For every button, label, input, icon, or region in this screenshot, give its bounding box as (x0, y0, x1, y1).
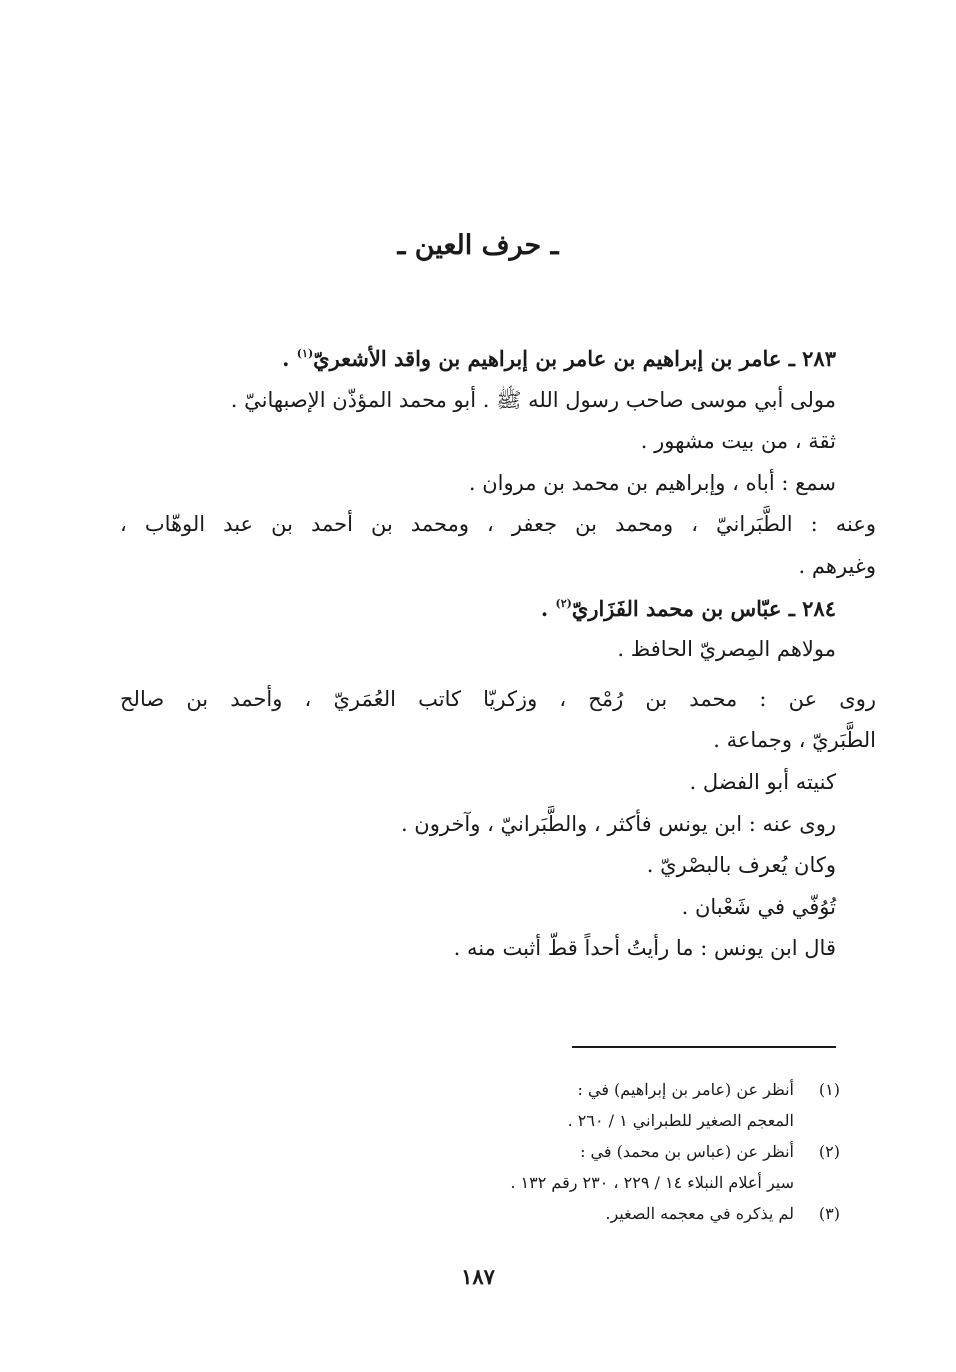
footnote-1 (120, 1074, 840, 1105)
entry-line: وكان يُعرف بالبصْريّ . (646, 853, 836, 878)
entry-line: قال ابن يونس : ما رأيتُ أحداً قطّ أثبت منه . (453, 936, 836, 961)
footnote-text: سير أعلام النبلاء ١٤ / ٢٢٩ ، ٢٣٠ رقم ١٣٢ . (510, 1173, 794, 1192)
entry-line: مولى أبي موسى صاحب رسول الله ﷺ . أبو محمد المؤذّن الإصبهانيّ . (230, 387, 836, 412)
entry-heading-end: . (282, 346, 297, 371)
footnote-divider (572, 1046, 836, 1048)
footnote-3 (120, 1198, 840, 1229)
entry-number: ٢٨٣ (802, 346, 836, 371)
entry-line: ثقة ، من بيت مشهور . (640, 429, 836, 454)
entry-line: سمع : أباه ، وإبراهيم بن محمد بن مروان . (468, 470, 836, 495)
footnote-number: (٢) (818, 1142, 840, 1161)
entry-line: كنيته أبو الفضل . (689, 769, 836, 794)
entry-line: الطَّبَريّ ، وجماعة . (713, 728, 876, 753)
footnotes (120, 1074, 840, 1229)
entry-line: وغيرهم . (798, 553, 876, 578)
footnote-text: أنظر عن (عامر بن إبراهيم) في : (577, 1080, 794, 1099)
entry-name: ـ عبّاس بن محمد الفَزَاريّ (571, 595, 795, 621)
entry-name: ـ عامر بن إبراهيم بن عامر بن إبراهيم بن واقد الأشعريّ (313, 346, 795, 371)
footnote-number: (١) (818, 1080, 840, 1099)
entry-line: تُوُفّي في شَعْبان . (681, 894, 836, 919)
entry-heading (120, 338, 836, 380)
footnote-text: لم يذكره في معجمه الصغير. (605, 1204, 794, 1223)
entry-line: روى عنه : ابن يونس فأكثر ، والطَّبَرانيّ ، وآخرون . (400, 811, 836, 836)
footnote-ref[interactable]: (٢) (555, 596, 572, 610)
footnote-ref[interactable]: (١) (296, 347, 314, 360)
chapter-title: ـ حرف العين ـ (397, 230, 559, 261)
body-text (120, 338, 876, 970)
entry-line: روى عن : محمد بن رُمْح ، وزكريّا كاتب العُمَريّ ، وأحمد بن صالح (120, 686, 876, 711)
entry-number: ٢٨٤ (802, 595, 836, 621)
page-number: ١٨٧ (461, 1264, 495, 1289)
footnote-number: (٣) (818, 1204, 840, 1223)
entry-heading-end: . (540, 595, 556, 621)
entry-heading (120, 588, 836, 630)
entry-line: مولاهم المِصريّ الحافظ . (617, 637, 836, 662)
entry-line: وعنه : الطَّبَرانيّ ، ومحمد بن جعفر ، ومحمد بن أحمد بن عبد الوهّاب ، (120, 512, 876, 537)
footnote-text: أنظر عن (عباس بن محمد) في : (580, 1142, 794, 1161)
footnote-2 (120, 1136, 840, 1167)
footnote-text: المعجم الصغير للطبراني ١ / ٢٦٠ . (567, 1111, 794, 1130)
